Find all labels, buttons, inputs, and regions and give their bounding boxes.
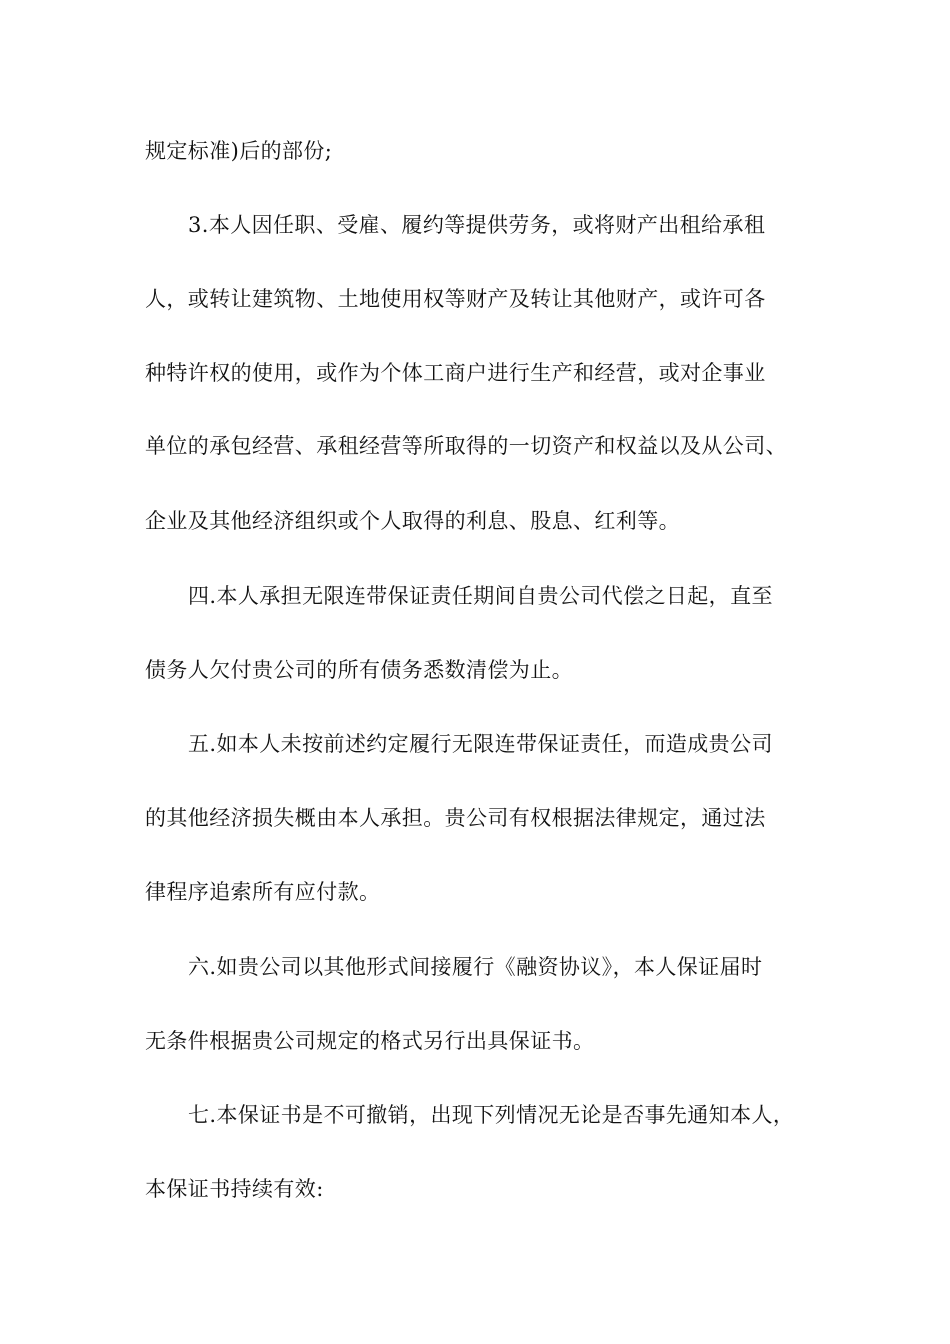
text-line: 四.本人承担无限连带保证责任期间自贵公司代偿之日起，直至 xyxy=(188,584,773,608)
text-line: 六.如贵公司以其他形式间接履行《融资协议》，本人保证届时 xyxy=(188,955,763,979)
text-line: 企业及其他经济组织或个人取得的利息、股息、红利等。 xyxy=(145,509,680,533)
text-line: 单位的承包经营、承租经营等所取得的一切资产和权益以及从公司、 xyxy=(145,434,787,458)
text-line: 律程序追索所有应付款。 xyxy=(145,880,381,904)
text-line: 债务人欠付贵公司的所有债务悉数清偿为止。 xyxy=(145,658,573,682)
text-line: 无条件根据贵公司规定的格式另行出具保证书。 xyxy=(145,1029,595,1053)
text-line: 七.本保证书是不可撤销，出现下列情况无论是否事先通知本人， xyxy=(188,1103,795,1127)
text-line: 人，或转让建筑物、土地使用权等财产及转让其他财产，或许可各 xyxy=(145,287,766,311)
text-line: 种特许权的使用，或作为个体工商户进行生产和经营，或对企事业 xyxy=(145,361,766,385)
text-line: 的其他经济损失概由本人承担。贵公司有权根据法律规定，通过法 xyxy=(145,806,766,830)
text-line: 五.如本人未按前述约定履行无限连带保证责任，而造成贵公司 xyxy=(188,732,773,756)
text-line: 本保证书持续有效: xyxy=(145,1177,324,1201)
text-line: 规定标准)后的部份; xyxy=(145,139,333,163)
text-line: 3.本人因任职、受雇、履约等提供劳务，或将财产出租给承租 xyxy=(188,213,766,237)
